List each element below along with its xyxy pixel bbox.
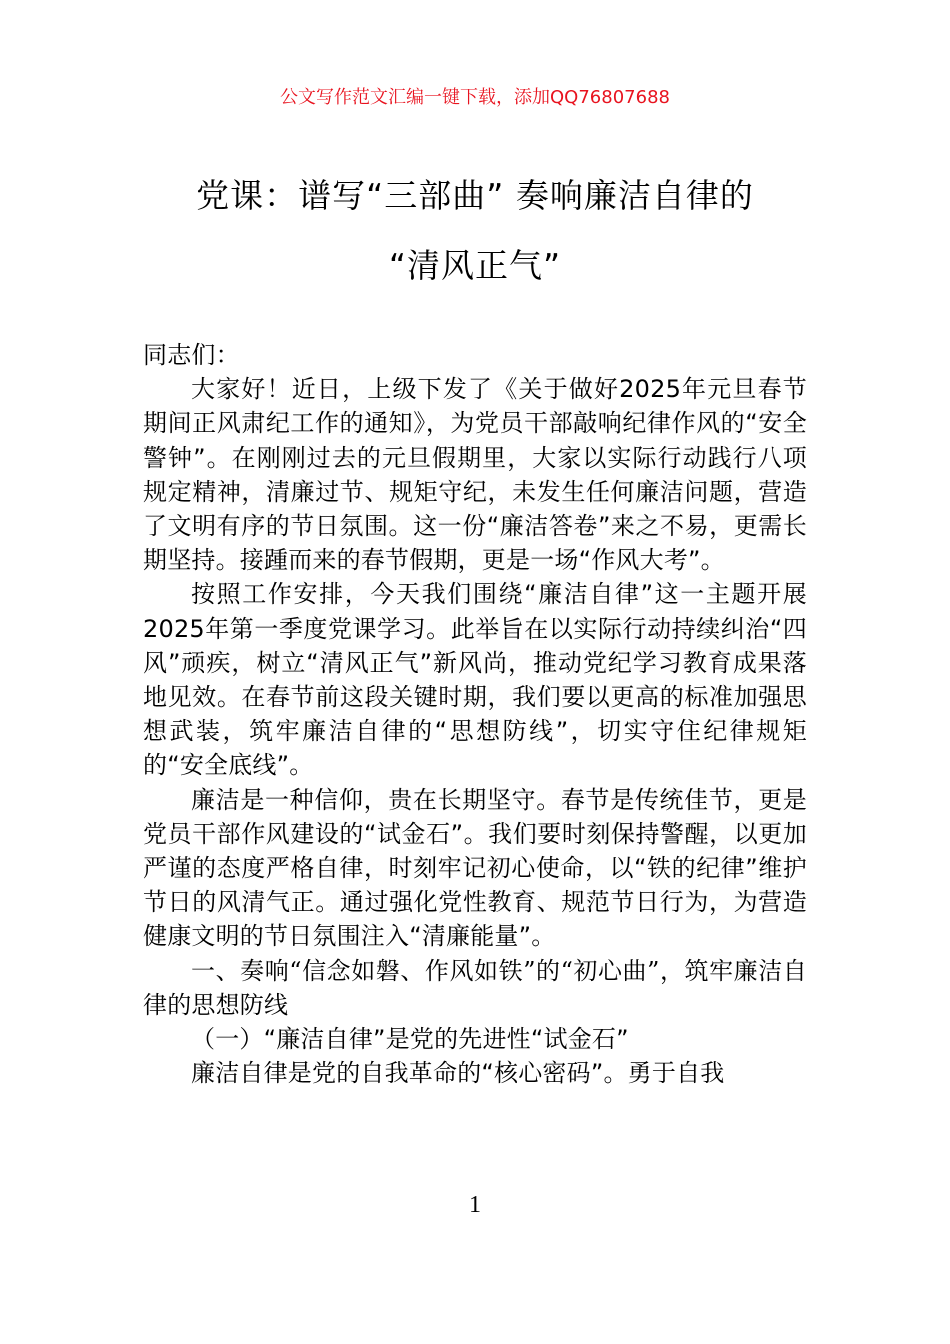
document-title-line-1: 党课：谱写“三部曲” 奏响廉洁自律的 — [196, 176, 754, 215]
document-body — [143, 338, 807, 1090]
paragraph: 按照工作安排，今天我们围绕“廉洁自律”这一主题开展2025年第一季度党课学习。此举旨在以实际行动持续纠治“四风”顽疾，树立“清风正气”新风尚，推动党纪学习教育成果落地见效。在春节前这段关键时期，我们要以更高的标准加强思想武装，筑牢廉洁自律的“思想防线”，切实守住纪律规矩的“安全底线”。 — [143, 580, 807, 780]
document-title-line-2: “清风正气” — [388, 246, 562, 285]
page-number: 1 — [469, 1192, 481, 1218]
paragraph: 廉洁自律是党的自我革命的“核心密码”。勇于自我 — [191, 1059, 725, 1088]
paragraph: 大家好！近日，上级下发了《关于做好2025年元旦春节期间正风肃纪工作的通知》，为党员干部敲响纪律作风的“安全警钟”。在刚刚过去的元旦假期里，大家以实际行动践行八项规定精神，清廉过节、规矩守纪，未发生任何廉洁问题，营造了文明有序的节日氛围。这一份“廉洁答卷”来之不易，更需长期坚持。接踵而来的春节假期，更是一场“作风大考”。 — [143, 375, 807, 575]
paragraph: 廉洁是一种信仰，贵在长期坚守。春节是传统佳节，更是党员干部作风建设的“试金石”。我们要时刻保持警醒，以更加严谨的态度严格自律，时刻牢记初心使命，以“铁的纪律”维护节日的风清气正。通过强化党性教育、规范节日行为，为营造健康文明的节日氛围注入“清廉能量”。 — [143, 785, 807, 951]
salutation: 同志们： — [143, 341, 240, 369]
subsection-heading: （一）“廉洁自律”是党的先进性“试金石” — [191, 1025, 629, 1054]
header-note: 公文写作范文汇编一键下载，添加QQ76807688 — [280, 87, 670, 108]
section-heading: 一、奏响“信念如磐、作风如铁”的“初心曲”，筑牢廉洁自律的思想防线 — [143, 956, 807, 1019]
